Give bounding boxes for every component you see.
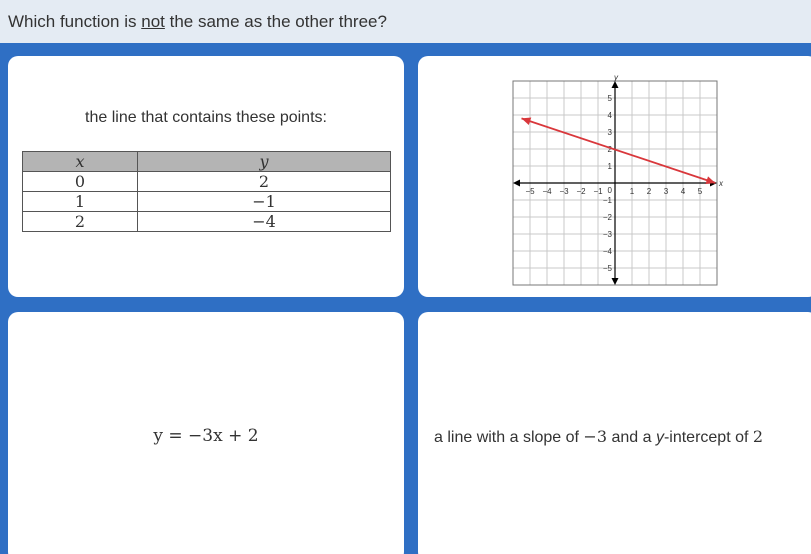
desc-part: and a: [607, 429, 656, 446]
y-tick-label: −3: [602, 230, 612, 239]
description-text: [418, 427, 811, 447]
table-cell: 0: [23, 172, 138, 192]
table-header-y: y: [138, 152, 391, 172]
points-table: [22, 151, 391, 232]
y-axis-arrow-top: [612, 81, 619, 88]
y-tick-label: 2: [607, 145, 612, 154]
table-caption: the line that contains these points:: [85, 109, 327, 126]
graph-svg: [503, 73, 733, 289]
answer-card-description[interactable]: [418, 312, 811, 554]
y-axis-label: y: [614, 73, 618, 82]
desc-intercept: 2: [752, 427, 764, 446]
y-tick-label: 4: [607, 111, 612, 120]
answer-card-table[interactable]: [8, 56, 404, 297]
table-row: [23, 212, 391, 232]
x-axis-label: x: [719, 179, 723, 188]
y-tick-label: 5: [607, 94, 612, 103]
question-text: [8, 12, 387, 32]
y-tick-label: 1: [607, 162, 612, 171]
x-tick-label: −5: [525, 187, 535, 196]
y-tick-label: 3: [607, 128, 612, 137]
desc-y-var: y: [655, 429, 664, 446]
question-prefix: Which function is: [8, 11, 142, 31]
x-tick-label: 5: [697, 187, 703, 196]
line-arrow-right: [705, 176, 715, 184]
question-suffix: the same as the other three?: [164, 11, 387, 31]
x-tick-label: 1: [629, 187, 635, 196]
answer-card-graph[interactable]: [418, 56, 811, 297]
x-tick-label: −4: [542, 187, 552, 196]
table-cell: 2: [23, 212, 138, 232]
x-tick-label: −2: [576, 187, 586, 196]
desc-part: -intercept of: [663, 429, 753, 446]
table-header-x: x: [23, 152, 138, 172]
desc-part: a line with a slope of: [434, 429, 584, 446]
y-tick-label: −4: [602, 247, 612, 256]
function-line: [522, 118, 716, 183]
y-tick-label: −2: [602, 213, 612, 222]
question-header: [0, 0, 811, 43]
x-tick-label: 3: [663, 187, 669, 196]
table-row: [23, 192, 391, 212]
coordinate-graph: [503, 73, 733, 289]
origin-label: 0: [607, 186, 612, 195]
table-cell: 2: [138, 172, 391, 192]
table-cell: −4: [138, 212, 391, 232]
x-tick-label: 4: [680, 187, 686, 196]
table-cell: −1: [138, 192, 391, 212]
y-tick-label: −5: [602, 264, 612, 273]
table-cell: 1: [23, 192, 138, 212]
x-tick-label: −3: [559, 187, 569, 196]
desc-slope: −3: [583, 427, 608, 446]
y-axis-arrow-bottom: [612, 278, 619, 285]
x-axis-arrow-left: [513, 180, 520, 187]
answer-card-equation[interactable]: [8, 312, 404, 554]
table-row: [23, 172, 391, 192]
y-tick-label: −1: [602, 196, 612, 205]
x-tick-label: 2: [646, 187, 652, 196]
question-emphasis: not: [141, 11, 165, 31]
x-tick-label: −1: [593, 187, 603, 196]
equation-text: y = −3x + 2: [153, 426, 259, 446]
